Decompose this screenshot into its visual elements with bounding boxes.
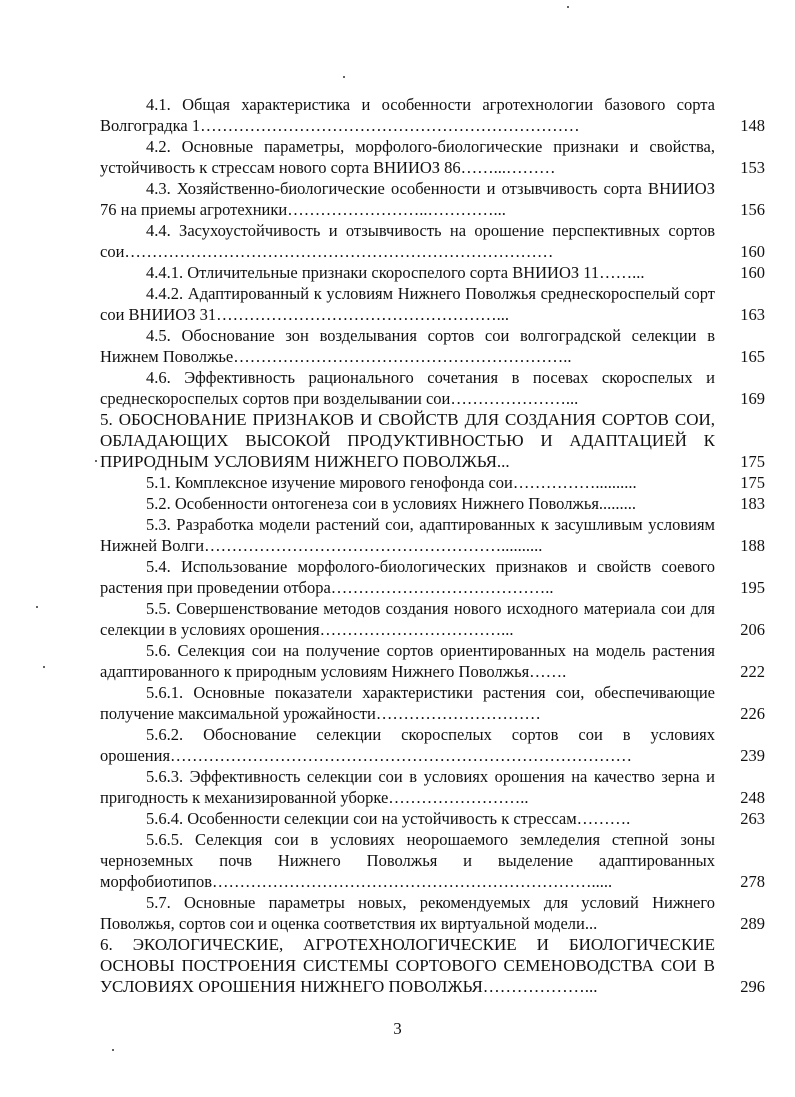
toc-entry xyxy=(100,598,765,640)
toc-entry xyxy=(100,934,765,997)
toc-entry-title: 4.3. Хозяйственно-биологические особенности и отзывчивость сорта ВНИИОЗ 76 на приемы агротехники……………………..…………... xyxy=(100,179,715,219)
toc-entry-page: 188 xyxy=(740,536,765,555)
toc-entry-page: 226 xyxy=(740,704,765,723)
toc-entry-page: 195 xyxy=(740,578,765,597)
scan-speck xyxy=(343,76,345,78)
toc-entry-page: 278 xyxy=(740,872,765,891)
toc-entry xyxy=(100,472,765,493)
toc-entry-page: 263 xyxy=(740,809,765,828)
toc-entry-title: 4.5. Обоснование зон возделывания сортов сои волгоградской селекции в Нижнем Поволжье…………………………………………………….. xyxy=(100,326,715,366)
toc-entry-title: 5.7. Основные параметры новых, рекомендуемых для условий Нижнего Поволжья, сортов сои и оценка соответствия их виртуальной модели... xyxy=(100,893,715,933)
toc-entry-title: 4.4. Засухоустойчивость и отзывчивость на орошение перспективных сортов сои…………………………………………………………………… xyxy=(100,221,715,261)
toc-entry-page: 165 xyxy=(740,347,765,366)
toc-entry-title: 5.4. Использование морфолого-биологических признаков и свойств соевого растения при проведении отбора………………………………….. xyxy=(100,557,715,597)
toc-entry-page: 222 xyxy=(740,662,765,681)
toc-entry-page: 163 xyxy=(740,305,765,324)
toc-entry-title: 5.6.5. Селекция сои в условиях неорошаемого земледелия степной зоны черноземных почв Нижнего Поволжья и выделение адаптированных морфобиотипов……………………………………………………………..... xyxy=(100,830,715,891)
toc-entry xyxy=(100,808,765,829)
toc-entry xyxy=(100,367,765,409)
toc-entry xyxy=(100,262,765,283)
page-number: 3 xyxy=(393,1019,402,1038)
toc-entry-title: 5.6.2. Обоснование селекции скороспелых сортов сои в условиях орошения………………………………………………………………………… xyxy=(100,725,715,765)
toc-entry-page: 239 xyxy=(740,746,765,765)
toc-entry xyxy=(100,409,765,472)
toc-entry-title: 5.2. Особенности онтогенеза сои в условиях Нижнего Поволжья......... xyxy=(146,494,637,513)
scan-speck xyxy=(567,6,569,8)
toc-entry-title: 5.6.3. Эффективность селекции сои в условиях орошения на качество зерна и пригодность к механизированной уборке…………………….. xyxy=(100,767,715,807)
toc-entry-title: 5. ОБОСНОВАНИЕ ПРИЗНАКОВ И СВОЙСТВ ДЛЯ СОЗДАНИЯ СОРТОВ СОИ, ОБЛАДАЮЩИХ ВЫСОКОЙ ПРОДУКТИВНОСТЬЮ И АДАПТАЦИЕЙ К ПРИРОДНЫМ УСЛОВИЯМ НИЖНЕГО ПОВОЛЖЬЯ... xyxy=(100,410,715,471)
scan-speck xyxy=(95,460,97,462)
toc-entry xyxy=(100,556,765,598)
toc-entry xyxy=(100,493,765,514)
toc-entry-page: 148 xyxy=(740,116,765,135)
toc-entry-title: 5.6.1. Основные показатели характеристики растения сои, обеспечивающие получение максимальной урожайности………………………… xyxy=(100,683,715,723)
toc-entry-page: 289 xyxy=(740,914,765,933)
toc-entry-title: 5.6.4. Особенности селекции сои на устойчивость к стрессам………. xyxy=(146,809,631,828)
toc-entry xyxy=(100,724,765,766)
table-of-contents xyxy=(100,94,765,997)
toc-entry-title: 5.1. Комплексное изучение мирового генофонда сои…………….......... xyxy=(146,473,637,492)
toc-entry-title: 4.4.1. Отличительные признаки скороспелого сорта ВНИИОЗ 11……... xyxy=(146,263,645,282)
toc-entry xyxy=(100,220,765,262)
toc-entry-title: 5.3. Разработка модели растений сои, адаптированных к засушливым условиям Нижней Волги……………………………………………….......... xyxy=(100,515,715,555)
toc-entry xyxy=(100,892,765,934)
toc-entry-page: 183 xyxy=(740,494,765,513)
toc-entry-title: 6. ЭКОЛОГИЧЕСКИЕ, АГРОТЕХНОЛОГИЧЕСКИЕ И БИОЛОГИЧЕСКИЕ ОСНОВЫ ПОСТРОЕНИЯ СИСТЕМЫ СОРТОВОГО СЕМЕНОВОДСТВА СОИ В УСЛОВИЯХ ОРОШЕНИЯ НИЖНЕГО ПОВОЛЖЬЯ………………... xyxy=(100,935,715,996)
toc-entry-page: 206 xyxy=(740,620,765,639)
toc-entry xyxy=(100,325,765,367)
toc-entry-page: 169 xyxy=(740,389,765,408)
toc-entry xyxy=(100,682,765,724)
toc-entry-page: 248 xyxy=(740,788,765,807)
toc-entry-page: 153 xyxy=(740,158,765,177)
toc-entry-title: 5.5. Совершенствование методов создания нового исходного материала сои для селекции в условиях орошения……………………………... xyxy=(100,599,715,639)
toc-entry-page: 175 xyxy=(740,473,765,492)
toc-entry xyxy=(100,178,765,220)
toc-entry xyxy=(100,94,765,136)
toc-entry-page: 160 xyxy=(740,263,765,282)
toc-entry xyxy=(100,640,765,682)
toc-entry xyxy=(100,766,765,808)
toc-entry-page: 296 xyxy=(740,977,765,996)
toc-entry-page: 175 xyxy=(740,452,765,471)
toc-entry-title: 5.6. Селекция сои на получение сортов ориентированных на модель растения адаптированного к природным условиям Нижнего Поволжья……. xyxy=(100,641,715,681)
scan-speck xyxy=(43,666,45,668)
toc-entry xyxy=(100,136,765,178)
toc-entry-title: 4.4.2. Адаптированный к условиям Нижнего Поволжья среднескороспелый сорт сои ВНИИОЗ 31……………………………………………... xyxy=(100,284,715,324)
scan-speck xyxy=(112,1049,114,1051)
toc-entry-page: 160 xyxy=(740,242,765,261)
toc-entry-title: 4.1. Общая характеристика и особенности агротехнологии базового сорта Волгоградка 1…………………………………………………………… xyxy=(100,95,715,135)
toc-entry-title: 4.6. Эффективность рационального сочетания в посевах скороспелых и среднескороспелых сортов при возделывании сои…………………... xyxy=(100,368,715,408)
toc-entry xyxy=(100,514,765,556)
toc-entry xyxy=(100,829,765,892)
toc-entry-page: 156 xyxy=(740,200,765,219)
toc-entry xyxy=(100,283,765,325)
scan-speck xyxy=(36,606,38,608)
toc-entry-title: 4.2. Основные параметры, морфолого-биологические признаки и свойства, устойчивость к стрессам нового сорта ВНИИОЗ 86……...……… xyxy=(100,137,715,177)
